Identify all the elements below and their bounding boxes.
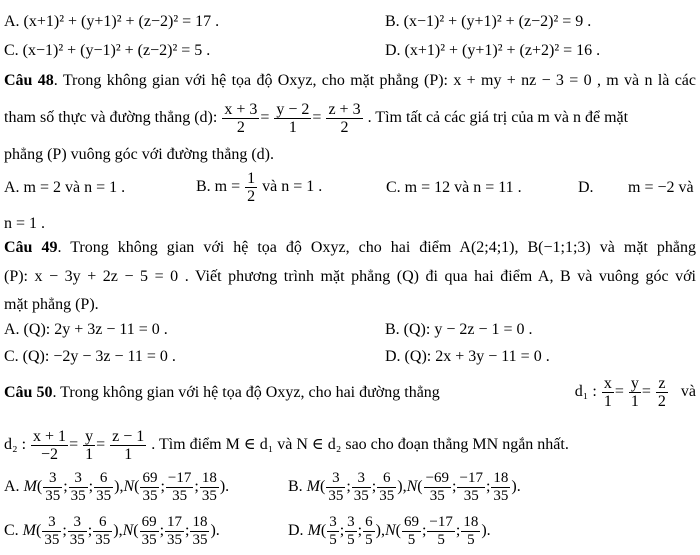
fraction: $\frac{1}{2}$	[247, 170, 256, 205]
fraction: $\frac{-69}{35}$	[425, 470, 450, 504]
q50-option-d: D. M( $\frac{3}{5}$ ; $\frac{3}{5}$ ; $\frac{6}{5}$ ),N( $\frac{69}{5}$ ; $\frac{-17}{5}$ ; $\frac{18}{5}$ ).	[288, 514, 491, 548]
q49-line1: Câu 49. Trong không gian với hệ tọa độ Oxyz, cho hai điểm A(2;4;1), B(−1;1;3) và mặt phẳng	[4, 239, 696, 256]
q50-option-c: C. M( $\frac{3}{35}$ ; $\frac{3}{35}$ ; $\frac{6}{35}$ ),N( $\frac{69}{35}$ ; $\frac{17}{35}$ ; $\frac{18}{35}$ ).	[4, 514, 220, 548]
fraction: $\frac{6}{5}$	[365, 514, 373, 548]
q48-option-d-cont: n = 1 .	[4, 215, 46, 232]
fraction: $\frac{6}{35}$	[95, 514, 111, 548]
q49-label: Câu 49	[4, 239, 58, 256]
fraction: $\frac{69}{5}$	[403, 514, 419, 548]
fraction: $\frac{6}{35}$	[96, 470, 112, 504]
fraction: $\frac{3}{5}$	[347, 514, 355, 548]
fraction: $\frac{6}{35}$	[379, 470, 395, 504]
q50-line1: Câu 50. Trong không gian với hệ tọa độ Oxyz, cho hai đường thẳng d₁ : $\frac{x}{1}$ = $\frac{y}{1}$ = $\frac{z}{2}$ và	[4, 375, 696, 410]
q48-line3: phẳng (P) vuông góc với đường thẳng (d).	[4, 146, 274, 163]
fraction: $\frac{z + 3}{2}$	[328, 101, 361, 136]
line-d1: d₁ : $\frac{x}{1}$ = $\frac{y}{1}$ = $\frac{z}{2}$ và	[574, 375, 696, 410]
fraction: $\frac{18}{5}$	[463, 514, 479, 548]
q48-option-c: C. m = 12 và n = 11 .	[386, 179, 522, 196]
fraction: $\frac{3}{35}$	[70, 470, 86, 504]
fraction: $\frac{3}{35}$	[45, 470, 61, 504]
q47-option-a: A. (x+1)² + (y+1)² + (z−2)² = 17 .	[4, 13, 220, 30]
fraction: $\frac{69}{35}$	[141, 514, 157, 548]
q49-option-a: A. (Q): 2y + 3z − 11 = 0 .	[4, 321, 168, 338]
fraction: $\frac{18}{35}$	[192, 514, 208, 548]
fraction: $\frac{69}{35}$	[142, 470, 158, 504]
q48-option-b: B. m = $\frac{1}{2}$ và n = 1 .	[196, 170, 323, 205]
q47-option-b: B. (x−1)² + (y+1)² + (z−2)² = 9 .	[385, 13, 592, 30]
fraction: $\frac{3}{35}$	[353, 470, 369, 504]
fraction: $\frac{3}{35}$	[44, 514, 60, 548]
fraction: $\frac{3}{35}$	[328, 470, 344, 504]
q48-label: Câu 48	[4, 72, 54, 89]
q50-label: Câu 50	[4, 384, 53, 401]
q50-option-b: B. M( $\frac{3}{35}$ ; $\frac{3}{35}$ ; $\frac{6}{35}$ ),N( $\frac{-69}{35}$ ; $\frac{-17}{35}$ ; $\frac{18}{35}$ ).	[288, 470, 521, 504]
q49-option-d: D. (Q): 2x + 3y − 11 = 0 .	[385, 348, 550, 365]
q50-option-a: A. M( $\frac{3}{35}$ ; $\frac{3}{35}$ ; $\frac{6}{35}$ ),N( $\frac{69}{35}$ ; $\frac{-17}{35}$ ; $\frac{18}{35}$ ).	[4, 470, 230, 504]
q47-option-d: D. (x+1)² + (y+1)² + (z+2)² = 16 .	[385, 42, 601, 59]
q47-option-c: C. (x−1)² + (y−1)² + (z−2)² = 5 .	[4, 42, 211, 59]
q49-line3: mặt phẳng (P).	[4, 296, 99, 313]
fraction: $\frac{-17}{35}$	[167, 470, 192, 504]
q48-line1: Câu 48. Trong không gian với hệ tọa độ Oxyz, cho mặt phẳng (P): x + my + nz − 3 = 0 , m và n là các	[4, 72, 697, 89]
fraction: $\frac{3}{5}$	[329, 514, 337, 548]
fraction: $\frac{3}{35}$	[69, 514, 85, 548]
q49-option-c: C. (Q): −2y − 3z − 11 = 0 .	[4, 348, 176, 365]
q48-option-a: A. m = 2 và n = 1 .	[4, 179, 126, 196]
fraction: $\frac{x + 3}{2}$	[224, 101, 258, 136]
fraction: $\frac{-17}{5}$	[429, 514, 453, 548]
q48-line2: tham số thực và đường thẳng (d): $\frac{x + 3}{2}$ = $\frac{y - 2}{1}$ = $\frac{z + 3}{2}$ . Tìm tất cả các giá trị của m và n để mặt	[4, 101, 629, 136]
fraction: $\frac{y - 2}{1}$	[276, 101, 310, 136]
q49-option-b: B. (Q): y − 2z − 1 = 0 .	[385, 321, 533, 338]
fraction: $\frac{18}{35}$	[201, 470, 217, 504]
q50-line2: d₂ : $\frac{x + 1}{-2}$ = $\frac{y}{1}$ = $\frac{z - 1}{1}$ . Tìm điểm M ∈ d₁ và N ∈ d₂ sao cho đoạn thẳng MN ngắn nhất.	[4, 428, 569, 463]
q49-line2: (P): x − 3y + 2z − 5 = 0 . Viết phương trình mặt phẳng (Q) đi qua hai điểm A, B và vuông góc với	[4, 268, 696, 285]
q48-option-d-label: D.	[578, 179, 594, 196]
fraction: $\frac{-17}{35}$	[459, 470, 483, 504]
fraction: $\frac{17}{35}$	[167, 514, 183, 548]
fraction: $\frac{18}{35}$	[493, 470, 509, 504]
q48-option-d-value: m = −2 và	[628, 179, 694, 196]
